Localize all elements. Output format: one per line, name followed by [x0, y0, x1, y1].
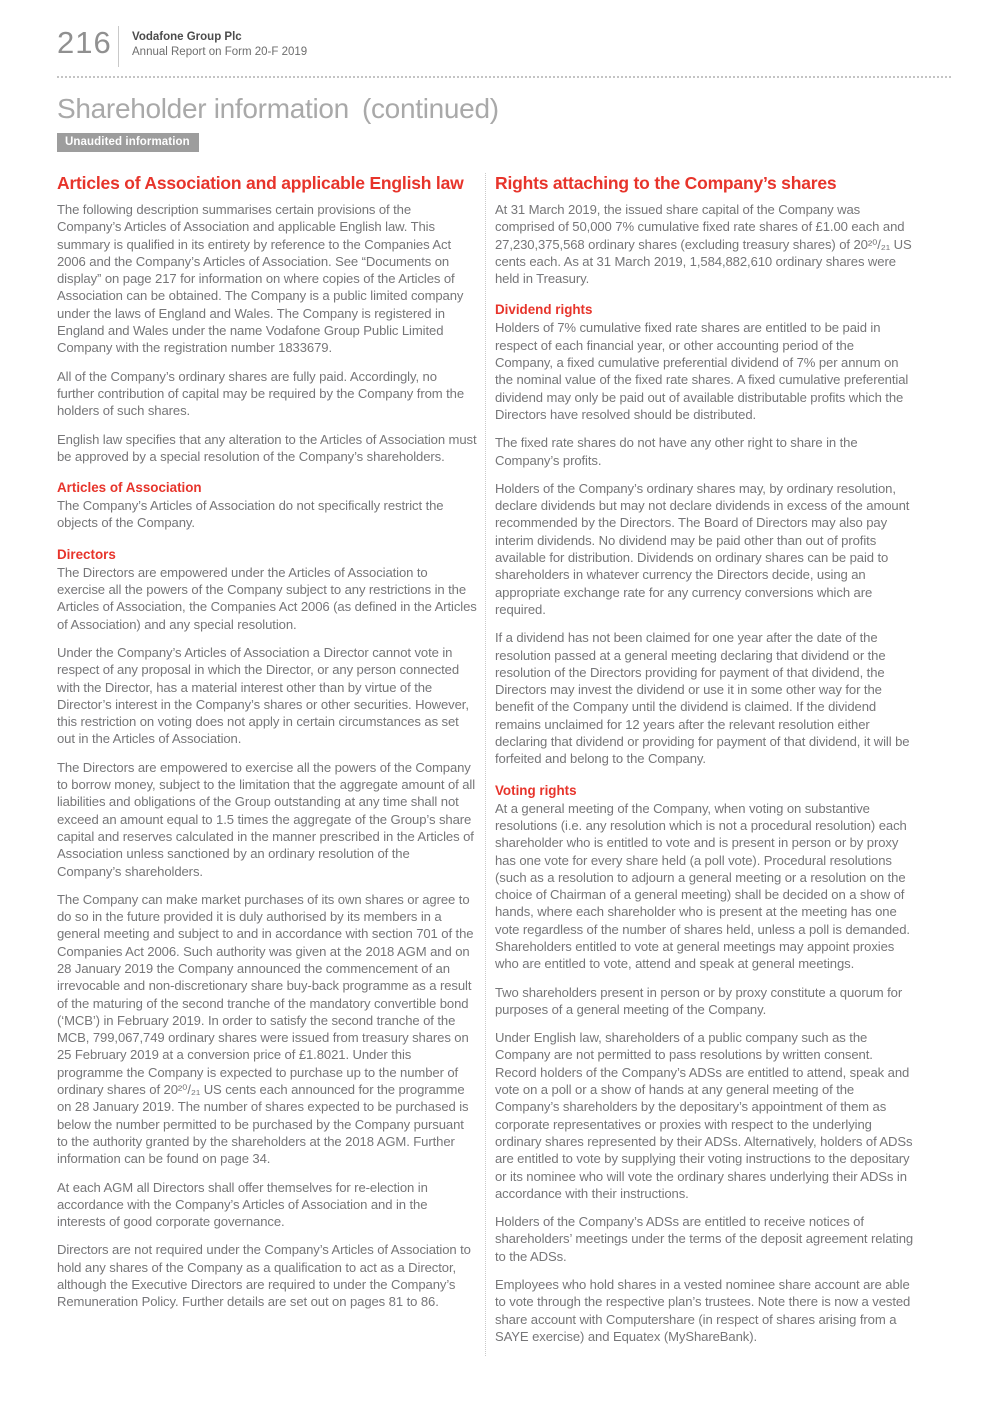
- paragraph: English law specifies that any alteration to the Articles of Association must be approved by a special resolution of the Company’s shareholders.: [57, 431, 477, 464]
- paragraph: The Directors are empowered to exercise all the powers of the Company to borrow money, subject to the limitation that the aggregate amount of all liabilities and obligations of the Group outstanding at any time shall not exceed an amount equal to 1.5 times the aggregate of the Group’s share capital and reserves calculated in the manner prescribed in the Articles of Association unless sanctioned by an ordinary resolution of the Company’s shareholders.: [57, 759, 476, 879]
- paragraph: Holders of 7% cumulative fixed rate shares are entitled to be paid in respect of each financial year, or other accounting period of the Company, a fixed cumulative preferential dividend of 7% per annum on the nominal value of the fixed rate shares. A fixed cumulative preferential dividend may only be paid out of available distributable profits which the Directors have resolved should be distributed.: [495, 320, 909, 422]
- section-heading: Articles of Association and applicable English law: [57, 173, 464, 193]
- paragraph: Directors are not required under the Company’s Articles of Association to hold any shares of the Company as a qualification to act as a Director, although the Executive Directors are required to under the Company’s Remuneration Policy. Further details are set out on pages 81 to 86.: [57, 1242, 471, 1310]
- sub-heading: Voting rights: [495, 782, 577, 798]
- paragraph: The Company can make market purchases of its own shares or agree to do so in the future provided it is duly authorised by its members in a general meeting and subject to and in accordance with section 701 of the Companies Act 2006. Such authority was given at the 2018 AGM and on 28 January 2019 the Company announced the commencement of an irrevocable and non-discretionary share buy-back programme as a result of the maturing of the second tranche of the mandatory convertible bond (‘MCB’) in February 2019. In order to satisfy the second tranche of the MCB, 799,067,749 ordinary shares were issued from treasury shares on 25 February 2019 at a conversion price of £1.8021. Under this programme the Company is expected to purchase up to the number of ordinary shares of 20²⁰/₂₁ US cents each announced for the programme on 28 January 2019. The number of shares expected to be purchased is below the number permitted to be purchased by the Company pursuant to the authority granted by the shareholders at the 2018 AGM. Further information can be found on page 34.: [57, 891, 474, 1167]
- paragraph: Employees who hold shares in a vested nominee share account are able to vote through the respective plan’s trustees. Note there is now a vested share account with Computershare (in respect of shares arising from a SAYE exercise) and Equatex (MyShareBank).: [495, 1277, 911, 1344]
- paragraph: At 31 March 2019, the issued share capital of the Company was comprised of 50,000 7% cumulative fixed rate shares of £1.00 each and 27,230,375,568 ordinary shares (excluding treasury shares) of 20²⁰/₂₁ US cents each. As at 31 March 2019, 1,584,882,610 ordinary shares were held in Treasury.: [495, 202, 912, 287]
- paragraph: Two shareholders present in person or by proxy constitute a quorum for purposes of a general meeting of the Company.: [495, 984, 903, 1017]
- paragraph: At a general meeting of the Company, when voting on substantive resolutions (i.e. any resolution which is not a procedural resolution) each shareholder who is entitled to vote and is present in person or by proxy has one vote for every share held (a poll vote). Procedural resolutions (such as a resolution to adjourn a general meeting or a resolution on the choice of Chairman of a general meeting) shall be decided on a show of hands, where each shareholder who is present at the meeting has one vote regardless of the number of shares held, unless a poll is demanded. Shareholders entitled to vote at general meetings may appoint proxies who are entitled to vote, attend and speak at general meetings.: [495, 800, 910, 972]
- paragraph: The fixed rate shares do not have any other right to share in the Company’s profits.: [495, 435, 858, 468]
- paragraph: If a dividend has not been claimed for one year after the date of the resolution passed at a general meeting declaring that dividend or the resolution of the Directors providing for payment of that dividend, the Directors may invest the dividend or use it in some other way for the benefit of the Company until the dividend is claimed. If the dividend remains unclaimed for 12 years after the relevant resolution either declaring that dividend or providing for payment of that dividend, it will be forfeited and belong to the Company.: [495, 630, 910, 767]
- page-header: [57, 26, 951, 67]
- right-column: [485, 173, 914, 1356]
- left-column: [57, 173, 486, 1356]
- unaudited-badge: Unaudited information: [57, 133, 199, 152]
- report-title: Annual Report on Form 20-F 2019: [132, 45, 308, 58]
- sub-heading: Articles of Association: [57, 480, 202, 496]
- page-title-suffix: (continued): [361, 93, 499, 124]
- paragraph: Holders of the Company’s ordinary shares may, by ordinary resolution, declare dividends but may not declare dividends in excess of the amount recommended by the Directors. The Board of Directors may also pay interim dividends. No dividend may be paid other than out of profits available for distribution. Dividends on ordinary shares can be paid to shareholders in whatever currency the Directors decide, using an appropriate exchange rate for any currency conversions which are required.: [495, 480, 910, 617]
- header-meta: [132, 26, 307, 59]
- paragraph: The Company’s Articles of Association do not specifically restrict the objects of the Company.: [57, 498, 444, 531]
- paragraph: Holders of the Company’s ADSs are entitled to receive notices of shareholders’ meetings under the terms of the deposit agreement relating to the ADSs.: [495, 1214, 914, 1264]
- paragraph: At each AGM all Directors shall offer themselves for re-election in accordance with the Company’s Articles of Association and in the interests of good corporate governance.: [57, 1179, 428, 1230]
- page-title-main: Shareholder information: [57, 93, 349, 124]
- header-rule: [57, 76, 951, 78]
- paragraph: Under English law, shareholders of a public company such as the Company are not permitted to pass resolutions by written consent. Record holders of the Company’s ADSs are entitled to attend, speak and vote on a poll or a show of hands at any general meeting of the Company’s shareholders by the depositary’s appointment of them as corporate representatives or proxies with respect to the underlying ordinary shares represented by their ADSs. Alternatively, holders of ADSs are entitled to vote by supplying their voting instructions to the depositary or its nominee who will vote the ordinary shares underlying their ADSs in accordance with their instructions.: [495, 1030, 913, 1201]
- paragraph: The following description summarises certain provisions of the Company’s Articles of Association and applicable English law. This summary is qualified in its entirety by reference to the Companies Act 2006 and the Company’s Articles of Association. See “Documents on display” on page 217 for information on where copies of the Articles of Association can be obtained. The Company is a public limited company under the laws of England and Wales. The Company is registered in England and Wales under the name Vodafone Group Public Limited Company with the registration number 1833679.: [57, 202, 464, 356]
- paragraph: The Directors are empowered under the Articles of Association to exercise all the powers of the Company subject to any restrictions in the Articles of Association, the Companies Act 2006 (as defined in the Articles of Association) and any special resolution.: [57, 564, 477, 632]
- section-heading: Rights attaching to the Company’s shares: [495, 173, 837, 193]
- sub-heading: Directors: [57, 546, 116, 562]
- sub-heading: Dividend rights: [495, 302, 593, 318]
- paragraph: All of the Company’s ordinary shares are fully paid. Accordingly, no further contribution of capital may be required by the Company from the holders of such shares.: [57, 368, 465, 419]
- company-name: Vodafone Group Plc: [132, 31, 242, 43]
- page-number: 216: [57, 25, 112, 60]
- two-column-body: [57, 173, 951, 1356]
- paragraph: Under the Company’s Articles of Association a Director cannot vote in respect of any proposal in which the Director, or any person connected with the Director, has a material interest other than by virtue of the Director’s interest in the Company’s shares or other securities. However, this restriction on voting does not apply in certain circumstances as set out in the Articles of Association.: [57, 644, 469, 747]
- page-title: [57, 93, 951, 125]
- header-divider: [118, 26, 119, 67]
